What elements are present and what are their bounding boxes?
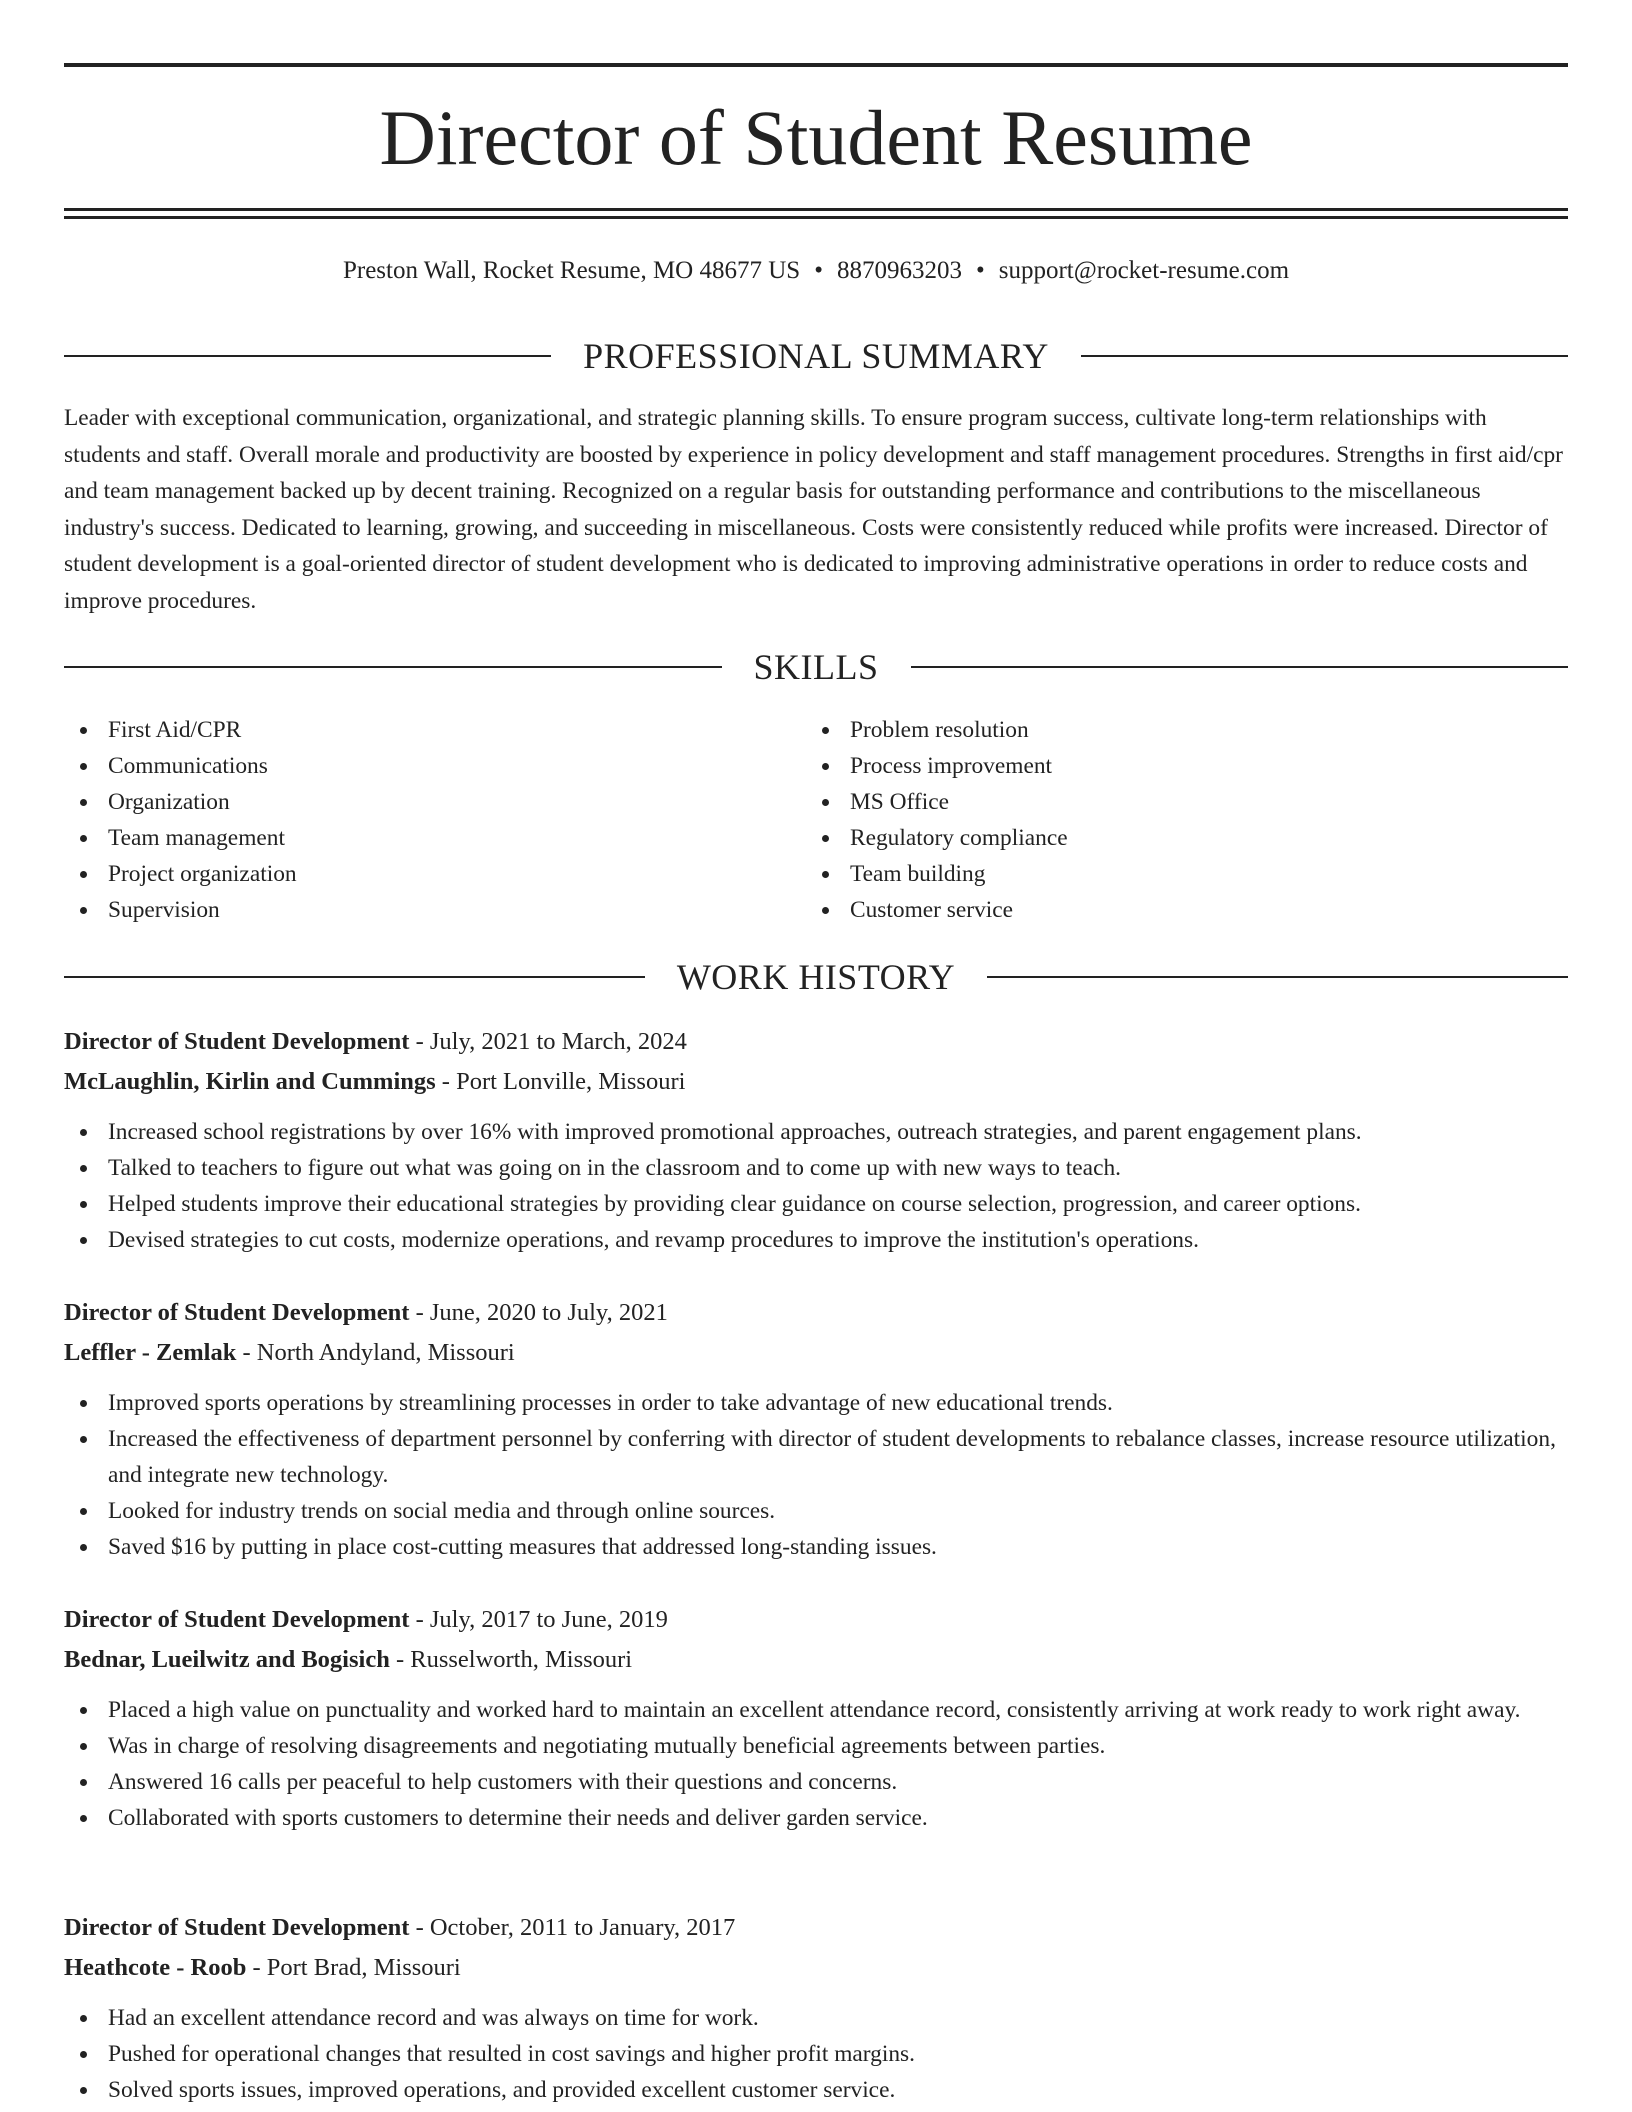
job-title-line	[64, 1600, 1568, 1640]
job-title: Director of Student Development	[64, 1028, 410, 1055]
job-bullet: Helped students improve their educational strategies by providing clear guidance on course selection, progression, and career options.	[64, 1186, 1568, 1222]
job-bullet: Looked for industry trends on social media and through online sources.	[64, 1493, 1568, 1529]
skill-item: Process improvement	[806, 748, 1548, 784]
header-double-rule	[64, 208, 1568, 211]
contact-line	[64, 254, 1568, 288]
skills-column-right	[806, 712, 1548, 928]
job-entry	[64, 1908, 1568, 2108]
skills-column-left	[64, 712, 806, 928]
job-location: - North Andyland, Missouri	[236, 1339, 515, 1366]
work-heading: WORK HISTORY	[676, 957, 956, 997]
job-company: Leffler - Zemlak	[64, 1339, 237, 1366]
job-entry	[64, 1600, 1568, 1836]
job-bullet: Increased the effectiveness of department personnel by conferring with director of student developments to rebalance classes, increase resource utilization, and integrate new technology.	[64, 1421, 1568, 1493]
section-divider	[987, 976, 1568, 978]
job-company-line	[64, 1333, 1568, 1373]
skills-section-heading	[64, 645, 1568, 689]
job-bullet: Solved sports issues, improved operations, and provided excellent customer service.	[64, 2072, 1568, 2108]
contact-phone: 8870963203	[836, 257, 962, 284]
job-company-line	[64, 1948, 1568, 1988]
contact-separator: •	[975, 257, 985, 284]
job-title-line	[64, 1908, 1568, 1948]
contact-separator: •	[814, 257, 823, 284]
header-double-rule	[64, 216, 1568, 219]
job-bullet: Placed a high value on punctuality and worked hard to maintain an excellent attendance record, consistently arriving at work ready to work right away.	[64, 1692, 1568, 1728]
contact-address: Preston Wall, Rocket Resume, MO 48677 US	[342, 257, 801, 284]
job-bullet: Answered 16 calls per peaceful to help customers with their questions and concerns.	[64, 1764, 1568, 1800]
skill-item: First Aid/CPR	[64, 712, 806, 748]
job-title: Director of Student Development	[64, 1914, 410, 1941]
skill-item: Project organization	[64, 856, 806, 892]
job-bullets	[64, 1385, 1568, 1565]
job-dates: - July, 2017 to June, 2019	[409, 1606, 668, 1633]
job-bullets	[64, 2000, 1568, 2108]
job-bullet: Improved sports operations by streamlining processes in order to take advantage of new educational trends.	[64, 1385, 1568, 1421]
job-dates: - July, 2021 to March, 2024	[409, 1028, 687, 1055]
skill-item: Team management	[64, 820, 806, 856]
job-title: Director of Student Development	[64, 1606, 410, 1633]
skill-item: Customer service	[806, 892, 1548, 928]
skill-item: Communications	[64, 748, 806, 784]
skill-item: Problem resolution	[806, 712, 1548, 748]
skills-list	[64, 712, 1568, 928]
work-section-heading	[64, 955, 1568, 999]
job-location: - Port Brad, Missouri	[246, 1954, 461, 1981]
job-company: McLaughlin, Kirlin and Cummings	[64, 1068, 436, 1095]
job-company: Heathcote - Roob	[64, 1954, 247, 1981]
job-title-line	[64, 1293, 1568, 1333]
skill-item: Team building	[806, 856, 1548, 892]
job-title: Director of Student Development	[64, 1299, 410, 1326]
job-bullets	[64, 1692, 1568, 1836]
job-location: - Port Lonville, Missouri	[435, 1068, 686, 1095]
job-bullet: Devised strategies to cut costs, modernize operations, and revamp procedures to improve the institution's operations.	[64, 1222, 1568, 1258]
summary-section-heading	[64, 334, 1568, 378]
skill-item: Regulatory compliance	[806, 820, 1548, 856]
skill-item: Organization	[64, 784, 806, 820]
section-divider	[64, 976, 645, 978]
section-divider	[64, 355, 551, 357]
job-bullet: Pushed for operational changes that resulted in cost savings and higher profit margins.	[64, 2036, 1568, 2072]
job-company-line	[64, 1640, 1568, 1680]
job-entry	[64, 1022, 1568, 1258]
skill-item: Supervision	[64, 892, 806, 928]
job-bullet: Talked to teachers to figure out what was going on in the classroom and to come up with new ways to teach.	[64, 1150, 1568, 1186]
summary-heading: PROFESSIONAL SUMMARY	[583, 336, 1049, 376]
job-entry	[64, 1293, 1568, 1565]
job-bullet: Increased school registrations by over 16% with improved promotional approaches, outreach strategies, and parent engagement plans.	[64, 1114, 1568, 1150]
skill-item: MS Office	[806, 784, 1548, 820]
job-company: Bednar, Lueilwitz and Bogisich	[64, 1646, 390, 1673]
section-divider	[1081, 355, 1568, 357]
job-bullet: Had an excellent attendance record and was always on time for work.	[64, 2000, 1568, 2036]
header-top-rule	[64, 63, 1568, 67]
job-bullet: Collaborated with sports customers to determine their needs and deliver garden service.	[64, 1800, 1568, 1836]
job-company-line	[64, 1062, 1568, 1102]
job-bullets	[64, 1114, 1568, 1258]
contact-email[interactable]: support@rocket-resume.com	[998, 257, 1290, 284]
job-location: - Russelworth, Missouri	[389, 1646, 633, 1673]
job-bullet: Saved $16 by putting in place cost-cutting measures that addressed long-standing issues.	[64, 1529, 1568, 1565]
summary-text: Leader with exceptional communication, organizational, and strategic planning skills. To ensure program success, cultivate long-term relationships with students and staff. Overall morale and productivity are boosted by experience in policy development and staff management procedures. Strengths in first aid/cpr and team management backed up by decent training. Recognized on a regular basis for outstanding performance and contributions to the miscellaneous industry's success. Dedicated to learning, growing, and succeeding in miscellaneous. Costs were consistently reduced while profits were increased. Director of student development is a goal-oriented director of student development who is dedicated to improving administrative operations in order to reduce costs and improve procedures.	[64, 405, 1563, 614]
job-bullet: Was in charge of resolving disagreements and negotiating mutually beneficial agreements between parties.	[64, 1728, 1568, 1764]
skills-heading: SKILLS	[753, 647, 879, 687]
page-title: Director of Student Resume	[379, 94, 1253, 181]
job-dates: - June, 2020 to July, 2021	[409, 1299, 668, 1326]
section-divider	[64, 666, 722, 668]
section-divider	[911, 666, 1569, 668]
job-dates: - October, 2011 to January, 2017	[409, 1914, 736, 1941]
job-title-line	[64, 1022, 1568, 1062]
